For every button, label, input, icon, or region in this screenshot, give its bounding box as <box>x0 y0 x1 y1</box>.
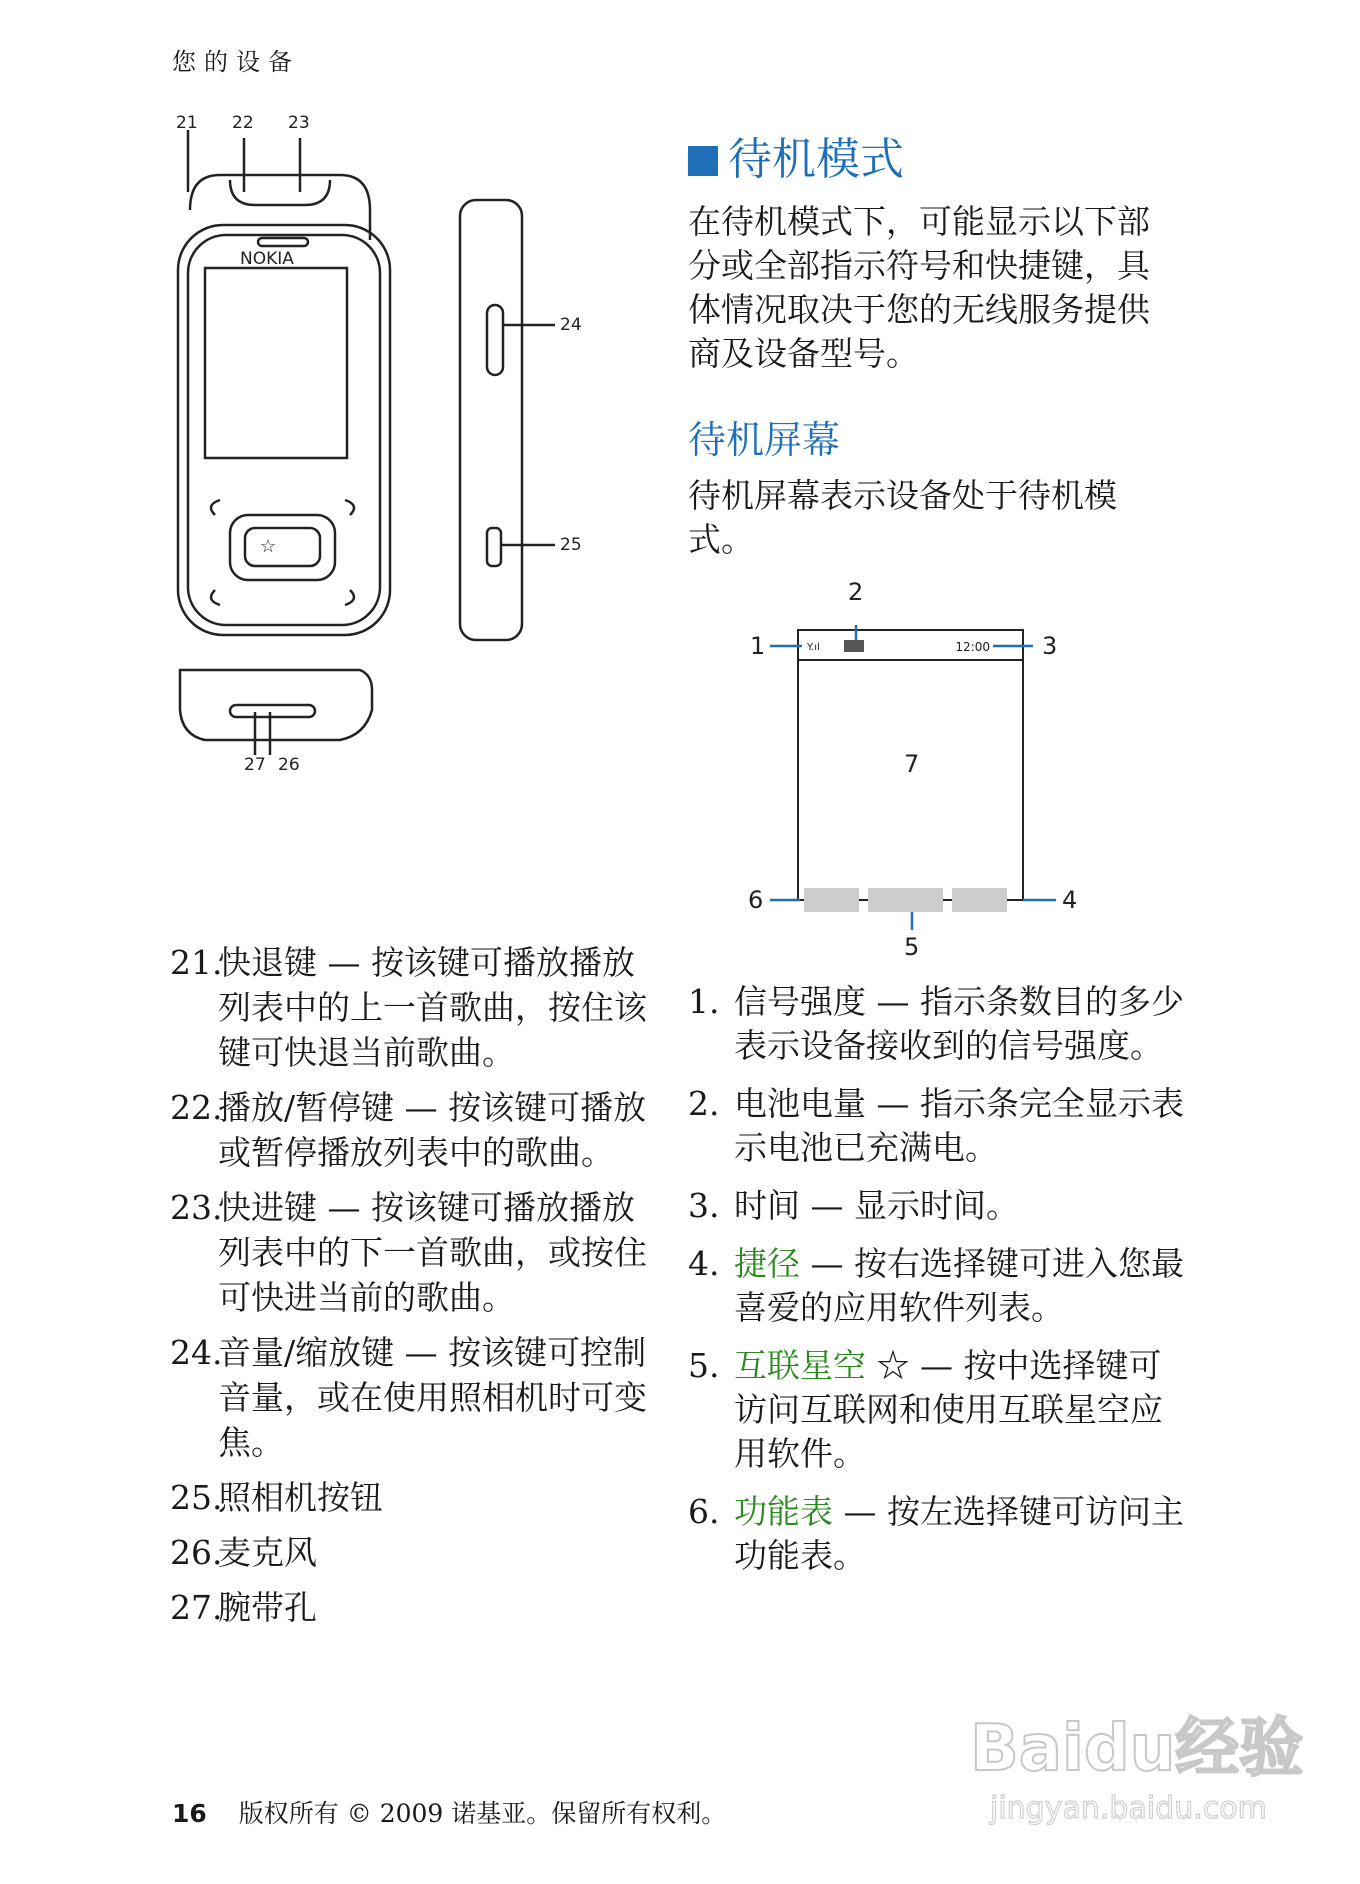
svg-text:☆: ☆ <box>259 536 277 557</box>
screen-time: 12:00 <box>955 640 990 654</box>
subsection-title: 待机屏幕 <box>688 418 841 462</box>
list-item: 5. 互联星空 ☆ — 按中选择键可访问互联网和使用互联星空应用软件。 <box>688 1346 1163 1473</box>
standby-screen-diagram <box>728 580 1128 960</box>
screen-label-3: 3 <box>1042 632 1058 660</box>
page-number: 16 <box>172 1799 207 1828</box>
svg-text:Y.ıl: Y.ıl <box>807 642 820 653</box>
phone-illustration <box>160 113 680 930</box>
screen-label-6: 6 <box>748 886 764 914</box>
list-item: 22. 播放/暂停键 — 按该键可播放或暂停播放列表中的歌曲。 <box>170 1088 647 1172</box>
menu-term: 功能表 <box>734 1492 833 1531</box>
list-item: 21. 快退键 — 按该键可播放播放列表中的上一首歌曲，按住该键可快退当前歌曲。 <box>170 943 647 1072</box>
subsection-intro: 待机屏幕表示设备处于待机模式。 <box>688 476 1117 559</box>
screen-label-7: 7 <box>904 750 920 778</box>
screen-label-1: 1 <box>750 632 766 660</box>
callout-23: 23 <box>288 113 310 133</box>
list-item: 4. 捷径 — 按右选择键可进入您最喜爱的应用软件列表。 <box>688 1244 1184 1327</box>
screen-label-4: 4 <box>1062 886 1078 914</box>
callout-25: 25 <box>560 535 582 555</box>
shortcut-term: 捷径 <box>734 1244 800 1283</box>
phone-parts-list <box>170 940 660 1640</box>
callout-21: 21 <box>176 113 198 133</box>
copyright-text: 版权所有 © 2009 诺基亚。保留所有权利。 <box>238 1799 727 1828</box>
callout-22: 22 <box>232 113 254 133</box>
list-item: 2. 电池电量 — 指示条完全显示表示电池已充满电。 <box>688 1084 1184 1167</box>
square-bullet-icon <box>688 146 718 176</box>
screen-label-2: 2 <box>848 578 864 606</box>
page-footer <box>172 1794 726 1830</box>
callout-24: 24 <box>560 315 582 335</box>
screen-label-5: 5 <box>904 933 920 961</box>
running-header: 您的设备 <box>172 48 300 76</box>
baidu-watermark <box>960 1660 1304 1830</box>
standby-indicators-list <box>688 980 1188 1592</box>
section-intro: 在待机模式下，可能显示以下部分或全部指示符号和快捷键，具体情况取决于您的无线服务提供商及设备型号。 <box>688 202 1150 373</box>
star-key-icon: ☆ <box>866 1346 910 1385</box>
list-item: 26. 麦克风 <box>170 1533 317 1572</box>
list-item: 25. 照相机按钮 <box>170 1478 383 1517</box>
callout-26: 26 <box>278 755 300 775</box>
svg-text:jingyan.baidu.com: jingyan.baidu.com <box>990 1791 1267 1826</box>
list-item: 24. 音量/缩放键 — 按该键可控制音量，或在使用照相机时可变焦。 <box>170 1333 647 1462</box>
list-item: 23. 快进键 — 按该键可播放播放列表中的下一首歌曲，或按住可快进当前的歌曲。 <box>170 1188 647 1317</box>
internet-term: 互联星空 <box>734 1346 866 1385</box>
list-item: 27. 腕带孔 <box>170 1588 317 1627</box>
list-item: 1. 信号强度 — 指示条数目的多少表示设备接收到的信号强度。 <box>688 982 1184 1065</box>
brand-logo: NOKIA <box>240 249 294 269</box>
list-item: 3. 时间 — 显示时间。 <box>688 1186 1019 1225</box>
svg-text:Baidu经验: Baidu经验 <box>970 1712 1304 1786</box>
list-item: 6. 功能表 — 按左选择键可访问主功能表。 <box>688 1492 1184 1575</box>
callout-27: 27 <box>244 755 266 775</box>
standby-section <box>688 130 1178 562</box>
section-title: 待机模式 <box>688 130 1178 190</box>
